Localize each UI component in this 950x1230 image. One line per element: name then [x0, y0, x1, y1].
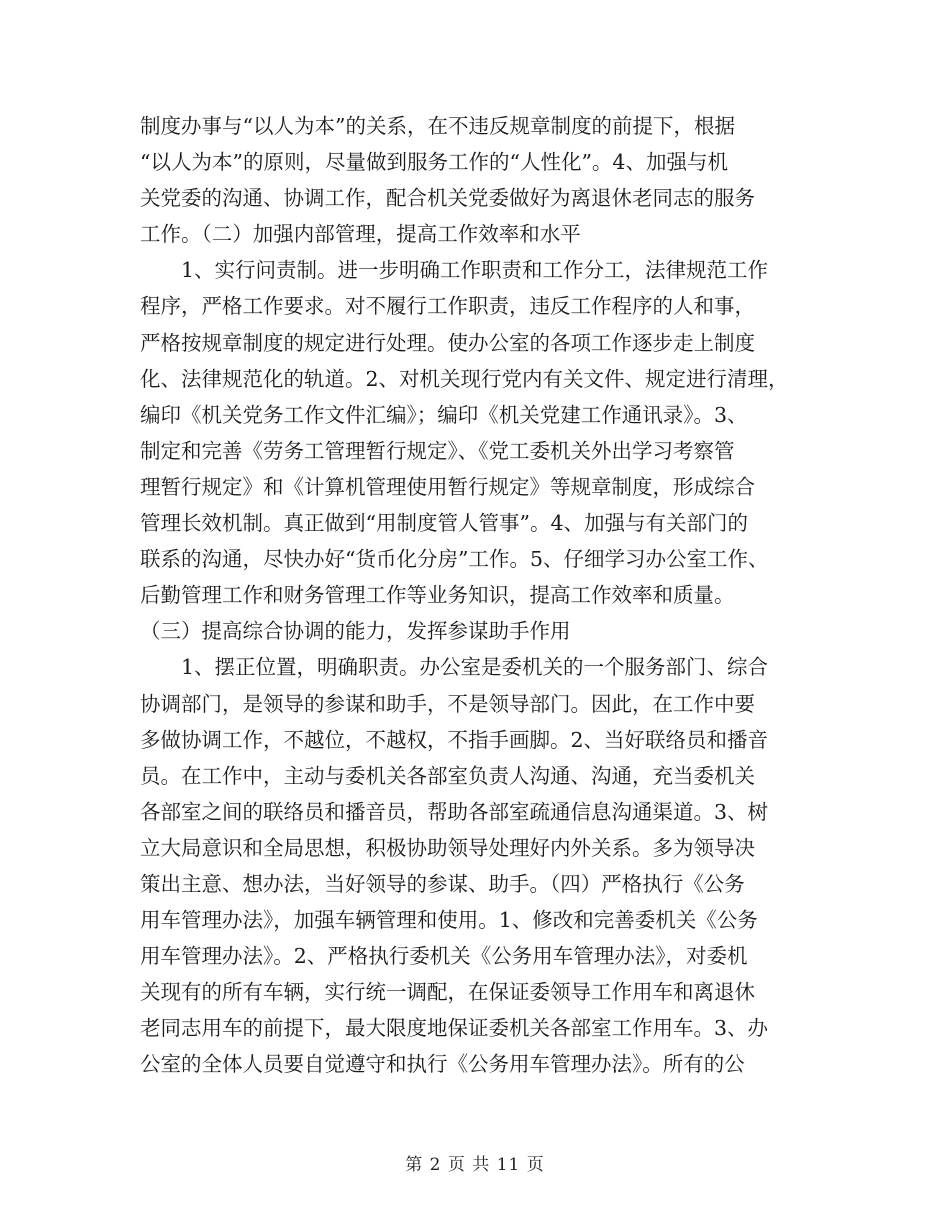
- text-line: 多做协调工作，不越位，不越权，不指手画脚。2、当好联络员和播音: [140, 727, 769, 752]
- text-line: 用车管理办法》。2、严格执行委机关《公务用车管理办法》，对委机: [140, 944, 748, 969]
- text-line: 联系的沟通，尽快办好“货币化分房”工作。5、仔细学习办公室工作、: [140, 547, 769, 572]
- text-line: 理暂行规定》和《计算机管理使用暂行规定》等规章制度，形成综合: [140, 474, 755, 499]
- text-line: 老同志用车的前提下，最大限度地保证委机关各部室工作用车。3、办: [140, 1016, 769, 1041]
- text-line: 制度办事与“以人为本”的关系，在不违反规章制度的前提下，根据: [140, 114, 735, 138]
- text-line: 编印《机关党务工作文件汇编》；编印《机关党建工作通讯录》。3、: [140, 402, 748, 427]
- text-line: 公室的全体人员要自觉遵守和执行《公务用车管理办法》。所有的公: [140, 1052, 745, 1077]
- text-line: 程序，严格工作要求。对不履行工作职责，违反工作程序的人和事，: [140, 294, 755, 319]
- text-line: 员。在工作中，主动与委机关各部室负责人沟通、沟通，充当委机关: [140, 763, 755, 788]
- text-line: 1、摆正位置，明确职责。办公室是委机关的一个服务部门、综合: [140, 655, 769, 680]
- text-line: 各部室之间的联络员和播音员，帮助各部室疏通信息沟通渠道。3、树: [140, 799, 769, 824]
- text-line: 用车管理办法》，加强车辆管理和使用。1、修改和完善委机关《公务: [140, 908, 758, 933]
- text-line: 关现有的所有车辆，实行统一调配，在保证委领导工作用车和离退休: [140, 980, 755, 1005]
- text-line: 后勤管理工作和财务管理工作等业务知识，提高工作效率和质量。: [140, 583, 735, 608]
- text-line: 管理长效机制。真正做到“用制度管人管事”。4、加强与有关部门的: [140, 511, 749, 536]
- text-line: 严格按规章制度的规定进行处理。使办公室的各项工作逐步走上制度: [140, 330, 755, 355]
- text-line: 工作。（二）加强内部管理，提高工作效率和水平: [140, 222, 581, 247]
- text-line: 协调部门，是领导的参谋和助手，不是领导部门。因此，在工作中要: [140, 691, 755, 716]
- body-text: [140, 108, 820, 1083]
- text-line: 1、实行问责制。进一步明确工作职责和工作分工，法律规范工作: [140, 258, 769, 283]
- text-line: 制定和完善《劳务工管理暂行规定》、《党工委机关外出学习考察管: [140, 438, 735, 463]
- text-line: 策出主意、想办法，当好领导的参谋、助手。（四）严格执行《公务: [140, 871, 745, 896]
- text-line: 化、法律规范化的轨道。2、对机关现行党内有关文件、规定进行清理，: [140, 366, 789, 391]
- section-heading: （三）提高综合协调的能力，发挥参谋助手作用: [140, 619, 571, 644]
- page-number-footer: 第 2 页 共 11 页: [405, 1155, 545, 1175]
- text-line: “以人为本”的原则，尽量做到服务工作的“人性化”。4、加强与机: [140, 150, 728, 175]
- text-line: 立大局意识和全局思想，积极协助领导处理好内外关系。多为领导决: [140, 835, 755, 860]
- text-line: 关党委的沟通、协调工作，配合机关党委做好为离退休老同志的服务: [140, 186, 755, 211]
